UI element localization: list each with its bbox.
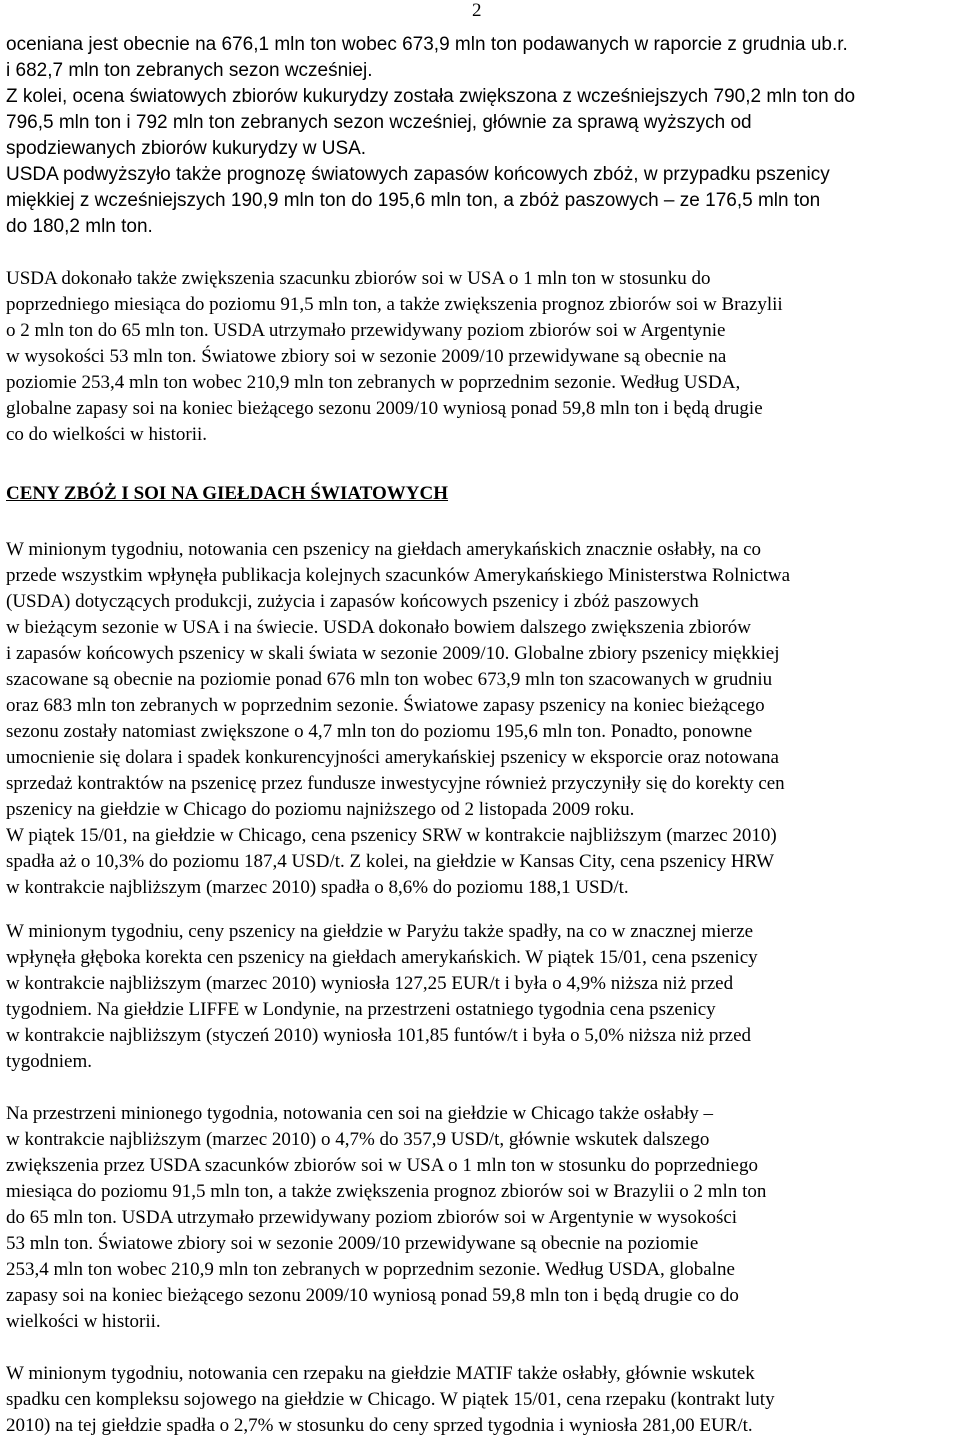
paragraph-soy-chicago bbox=[6, 1101, 956, 1335]
text-line: oraz 683 mln ton zebranych w poprzednim sezonie. Światowe zapasy pszenicy na koniec bieżącego bbox=[6, 695, 765, 716]
text-line: W minionym tygodniu, notowania cen rzepaku na giełdzie MATIF także osłabły, głównie wskutek bbox=[6, 1363, 755, 1384]
text-line: 2010) na tej giełdzie spadła o 2,7% w stosunku do ceny sprzed tygodnia i wyniosła 281,00 EUR/t. bbox=[6, 1415, 753, 1436]
text-line: szacowane są obecnie na poziomie ponad 676 mln ton wobec 673,9 mln ton szacowanych w grudniu bbox=[6, 669, 773, 690]
text-line: do 65 mln ton. USDA utrzymało przewidywany poziom zbiorów soi w Argentynie w wysokości bbox=[6, 1207, 738, 1228]
text-line: Na przestrzeni minionego tygodnia, notowania cen soi na giełdzie w Chicago także osłabły – bbox=[6, 1103, 714, 1124]
text-line: w wysokości 53 mln ton. Światowe zbiory soi w sezonie 2009/10 przewidywane są obecnie na bbox=[6, 346, 727, 367]
text-line: o 2 mln ton do 65 mln ton. USDA utrzymało przewidywany poziom zbiorów soi w Argentynie bbox=[6, 320, 726, 341]
text-line: poziomie 253,4 mln ton wobec 210,9 mln ton zebranych w poprzednim sezonie. Według USDA, bbox=[6, 372, 741, 393]
text-line: 253,4 mln ton wobec 210,9 mln ton zebranych w poprzednim sezonie. Według USDA, globalne bbox=[6, 1259, 735, 1280]
text-line: w kontrakcie najbliższym (styczeń 2010) wyniosła 101,85 funtów/t i była o 5,0% niższa niż przed bbox=[6, 1025, 752, 1046]
text-line: 796,5 mln ton i 792 mln ton zebranych sezon wcześniej, głównie za sprawą wyższych od bbox=[6, 112, 752, 133]
text-line: spadła aż o 10,3% do poziomu 187,4 USD/t. Z kolei, na giełdzie w Kansas City, cena pszenicy HRW bbox=[6, 851, 775, 872]
text-line: tygodniem. bbox=[6, 1051, 93, 1072]
text-line: w kontrakcie najbliższym (marzec 2010) wyniosła 127,25 EUR/t i była o 4,9% niższa niż przed bbox=[6, 973, 734, 994]
text-line: miękkiej z wcześniejszych 190,9 mln ton do 195,6 mln ton, a zbóż paszowych – ze 176,5 mln ton bbox=[6, 190, 821, 211]
section-heading: CENY ZBÓŻ I SOI NA GIEŁDACH ŚWIATOWYCH bbox=[6, 483, 449, 504]
text-line: i zapasów końcowych pszenicy w skali świata w sezonie 2009/10. Globalne zbiory pszenicy miękkiej bbox=[6, 643, 780, 664]
page-number: 2 bbox=[472, 0, 482, 21]
text-line: co do wielkości w historii. bbox=[6, 424, 208, 445]
text-line: oceniana jest obecnie na 676,1 mln ton wobec 673,9 mln ton podawanych w raporcie z grudnia ub.r. bbox=[6, 34, 848, 55]
paragraph-wheat-us bbox=[6, 537, 956, 901]
text-line: w kontrakcie najbliższym (marzec 2010) o 4,7% do 357,9 USD/t, głównie wskutek dalszego bbox=[6, 1129, 710, 1150]
text-line: tygodniem. Na giełdzie LIFFE w Londynie, na przestrzeni ostatniego tygodnia cena pszenicy bbox=[6, 999, 716, 1020]
text-line: w bieżącym sezonie w USA i na świecie. USDA dokonało bowiem dalszego zwiększenia zbiorów bbox=[6, 617, 752, 638]
text-line: spadku cen kompleksu sojowego na giełdzie w Chicago. W piątek 15/01, cena rzepaku (kontrakt luty bbox=[6, 1389, 775, 1410]
text-line: wielkości w historii. bbox=[6, 1311, 161, 1332]
text-line: globalne zapasy soi na koniec bieżącego sezonu 2009/10 wyniosą ponad 59,8 mln ton i będą drugie bbox=[6, 398, 763, 419]
text-line: w kontrakcie najbliższym (marzec 2010) spadła o 8,6% do poziomu 188,1 USD/t. bbox=[6, 877, 629, 898]
text-line: W piątek 15/01, na giełdzie w Chicago, cena pszenicy SRW w kontrakcie najbliższym (marzec 2010) bbox=[6, 825, 777, 846]
text-line: zapasy soi na koniec bieżącego sezonu 2009/10 wyniosą ponad 59,8 mln ton i będą drugie co do bbox=[6, 1285, 739, 1306]
text-line: przede wszystkim wpłynęła publikacja kolejnych szacunków Amerykańskiego Ministerstwa Rolnictwa bbox=[6, 565, 791, 586]
text-line: USDA podwyższyło także prognozę światowych zapasów końcowych zbóż, w przypadku pszenicy bbox=[6, 164, 830, 185]
text-line: USDA dokonało także zwiększenia szacunku zbiorów soi w USA o 1 mln ton w stosunku do bbox=[6, 268, 711, 289]
text-line: zwiększenia przez USDA szacunków zbiorów soi w USA o 1 mln ton w stosunku do poprzedniego bbox=[6, 1155, 758, 1176]
text-line: i 682,7 mln ton zebranych sezon wcześniej. bbox=[6, 60, 373, 81]
text-line: (USDA) dotyczących produkcji, zużycia i zapasów końcowych pszenicy i zbóż paszowych bbox=[6, 591, 699, 612]
text-line: W minionym tygodniu, notowania cen pszenicy na giełdach amerykańskich znacznie osłabły, na co bbox=[6, 539, 762, 560]
text-line: Z kolei, ocena światowych zbiorów kukurydzy została zwiększona z wcześniejszych 790,2 mln ton do bbox=[6, 86, 856, 107]
paragraph-grain-forecasts bbox=[6, 32, 956, 240]
text-line: poprzedniego miesiąca do poziomu 91,5 mln ton, a także zwiększenia prognoz zbiorów soi w Brazylii bbox=[6, 294, 783, 315]
text-line: umocnienie się dolara i spadek konkurencyjności amerykańskiej pszenicy w eksporcie oraz notowana bbox=[6, 747, 779, 768]
text-line: wpłynęła głęboka korekta cen pszenicy na giełdach amerykańskich. W piątek 15/01, cena pszenicy bbox=[6, 947, 758, 968]
text-line: do 180,2 mln ton. bbox=[6, 216, 153, 237]
text-line: 53 mln ton. Światowe zbiory soi w sezonie 2009/10 przewidywane są obecnie na poziomie bbox=[6, 1233, 699, 1254]
text-line: miesiąca do poziomu 91,5 mln ton, a także zwiększenia prognoz zbiorów soi w Brazylii o 2 mln ton bbox=[6, 1181, 767, 1202]
text-line: spodziewanych zbiorów kukurydzy w USA. bbox=[6, 138, 367, 159]
paragraph-soy-estimates bbox=[6, 266, 956, 448]
paragraph-wheat-europe bbox=[6, 919, 956, 1075]
paragraph-rapeseed bbox=[6, 1361, 956, 1439]
text-line: pszenicy na giełdzie w Chicago do poziomu najniższego od 2 listopada 2009 roku. bbox=[6, 799, 635, 820]
text-line: W minionym tygodniu, ceny pszenicy na giełdzie w Paryżu także spadły, na co w znacznej mierze bbox=[6, 921, 754, 942]
text-line: sezonu zostały natomiast zwiększone o 4,7 mln ton do poziomu 195,6 mln ton. Ponadto, ponowne bbox=[6, 721, 753, 742]
text-line: sprzedaż kontraktów na pszenicę przez fundusze inwestycyjne również przyczyniły się do korekty cen bbox=[6, 773, 785, 794]
